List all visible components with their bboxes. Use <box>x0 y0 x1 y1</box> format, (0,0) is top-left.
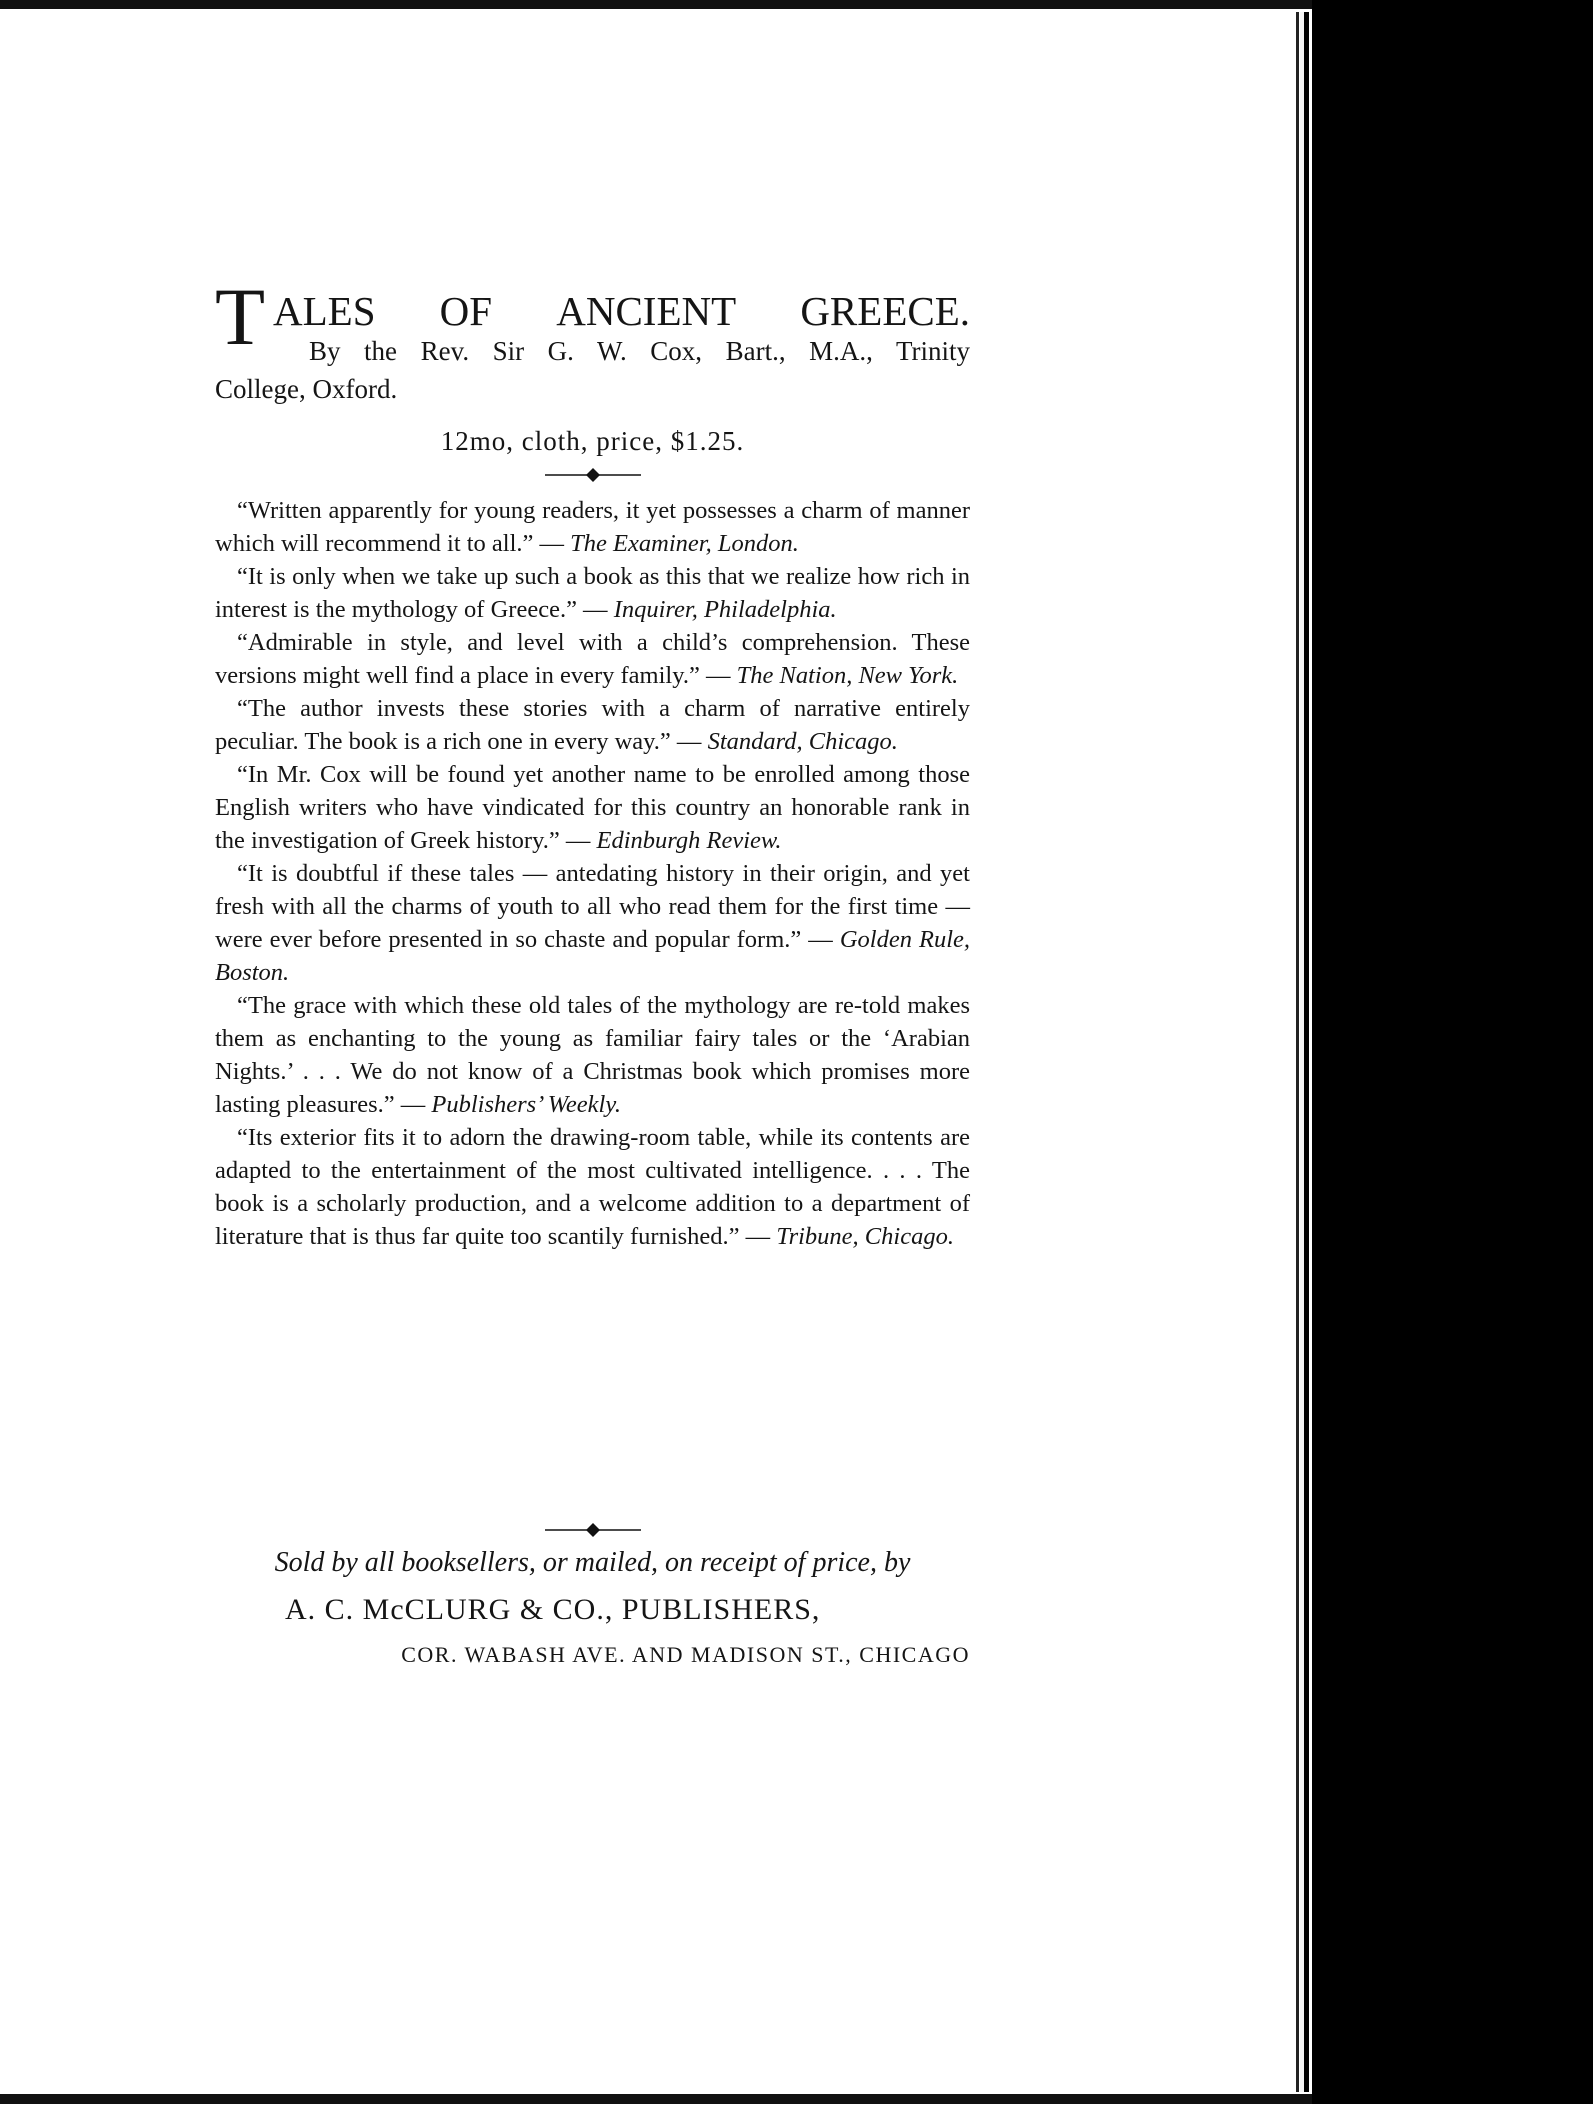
review-source: The Nation, New York. <box>736 662 959 689</box>
title-word: ALES <box>273 288 376 334</box>
review-item: “Written apparently for young readers, it yet possesses a charm of manner which will recommend it to all.” — The Examiner, London. <box>215 497 970 557</box>
sold-by-line: Sold by all booksellers, or mailed, on receipt of price, by <box>274 1547 911 1578</box>
review-item: “It is doubtful if these tales — antedating history in their origin, and yet fresh with all the charms of youth to all who read them for the first time — were ever before presented in so chaste and popular form.” — Golden Rule, Boston. <box>215 860 970 986</box>
review-item: “Its exterior fits it to adorn the drawing-room table, while its contents are adapted to the entertainment of the most cultivated intelligence. . . . The book is a scholarly production, and a welcome addition to a department of literature that is thus far quite too scantily furnished.” — Tribune, Chicago. <box>215 1124 970 1250</box>
review-source: Edinburgh Review. <box>596 827 782 854</box>
review-item: “It is only when we take up such a book as this that we realize how rich in interest is the mythology of Greece.” — Inquirer, Philadelphia. <box>215 563 970 623</box>
review-item: “Admirable in style, and level with a child’s comprehension. These versions might well find a place in every family.” — The Nation, New York. <box>215 629 970 689</box>
book-title <box>273 288 970 334</box>
publisher-name: A. C. McCLURG & CO., PUBLISHERS, <box>285 1593 821 1626</box>
title-word: GREECE. <box>800 288 970 334</box>
scan-gutter-line-2 <box>1304 12 1309 2092</box>
divider-ornament-bottom <box>543 1522 643 1538</box>
publisher-address: COR. WABASH AVE. AND MADISON ST., CHICAGO <box>401 1642 970 1667</box>
author-byline-continued: College, Oxford. <box>215 374 398 404</box>
review-source: Standard, Chicago. <box>707 728 898 755</box>
scan-right-border <box>1312 0 1593 2104</box>
author-byline: By the Rev. Sir G. W. Cox, Bart., M.A., Trinity <box>309 336 970 366</box>
review-item: “The grace with which these old tales of the mythology are re-told makes them as enchanting to the young as familiar fairy tales or the ‘Arabian Nights.’ . . . We do not know of a Christmas book which promises more lasting pleasures.” — Publishers’ Weekly. <box>215 992 970 1118</box>
title-drop-cap: T <box>215 271 266 362</box>
review-source: Golden Rule, Boston. <box>215 926 970 986</box>
review-source: The Examiner, London. <box>570 530 799 557</box>
review-item: “The author invests these stories with a charm of narrative entirely peculiar. The book is a rich one in every way.” — Standard, Chicago. <box>215 695 970 755</box>
press-reviews <box>215 494 970 1253</box>
title-word: OF <box>439 288 493 334</box>
review-source: Tribune, Chicago. <box>776 1223 954 1250</box>
title-word: ANCIENT <box>556 288 737 334</box>
price-line: 12mo, cloth, price, $1.25. <box>440 426 745 456</box>
scan-gutter-line <box>1296 12 1299 2092</box>
divider-ornament-top <box>543 467 643 483</box>
review-source: Inquirer, Philadelphia. <box>613 596 837 623</box>
review-item: “In Mr. Cox will be found yet another name to be enrolled among those English writers who have vindicated for this country an honorable rank in the investigation of Greek history.” — Edinburgh Review. <box>215 761 970 854</box>
review-source: Publishers’ Weekly. <box>431 1091 621 1118</box>
